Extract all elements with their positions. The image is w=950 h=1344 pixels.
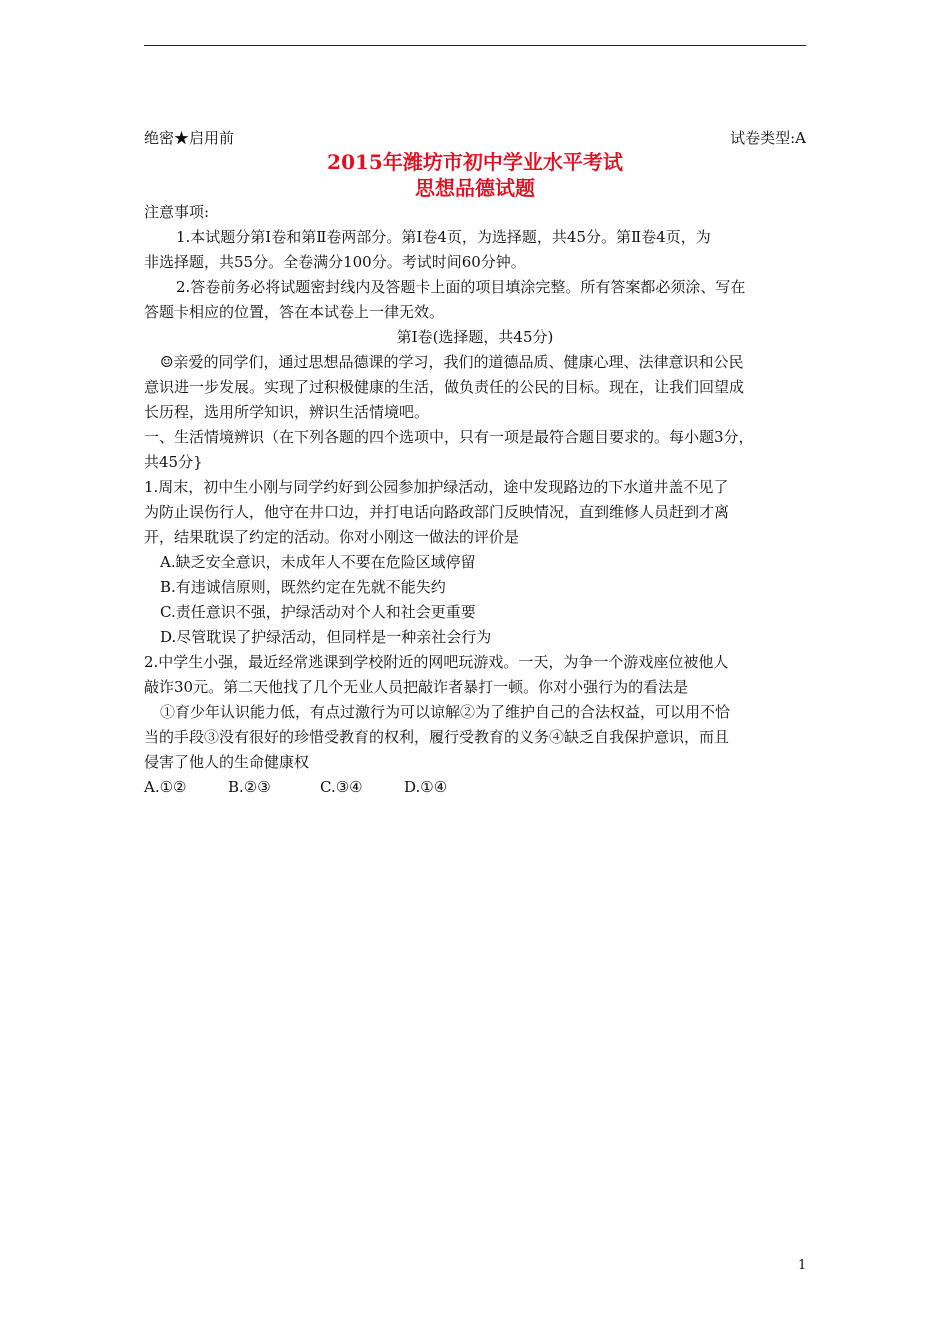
exam-subtitle: 思想品德试题 bbox=[415, 176, 535, 200]
exam-title: 2015年潍坊市初中学业水平考试 bbox=[327, 150, 623, 174]
intro-line2: 意识进一步发展。实现了过积极健康的生活，做负责任的公民的目标。现在，让我们回望成 bbox=[144, 378, 745, 396]
q1-option-b: B.有违诚信原则，既然约定在先就不能失约 bbox=[160, 578, 446, 596]
q2-statements-line3: 侵害了他人的生命健康权 bbox=[144, 753, 310, 771]
q1-stem-line1: 1.周末，初中生小刚与同学约好到公园参加护绿活动，途中发现路边的下水道井盖不见了 bbox=[144, 478, 729, 496]
section1-heading: 第Ⅰ卷(选择题，共45分) bbox=[396, 328, 554, 346]
intro-line3: 长历程，选用所学知识，辨识生活情境吧。 bbox=[144, 403, 430, 421]
secret-label: 绝密★启用前 bbox=[144, 129, 235, 147]
q1-stem-line3: 开，结果耽误了约定的活动。你对小刚这一做法的评价是 bbox=[144, 528, 520, 546]
part-heading-line1: 一、生活情境辨识（在下列各题的四个选项中，只有一项是最符合题目要求的。每小题3分， bbox=[144, 428, 754, 446]
notes-item2-line1: 2.答卷前务必将试题密封线内及答题卡上面的项目填涂完整。所有答案都必须涂、写在 bbox=[176, 278, 746, 296]
q2-options bbox=[144, 777, 447, 797]
page-number: 1 bbox=[798, 1258, 807, 1273]
q2-stem-line1: 2.中学生小强，最近经常逃课到学校附近的网吧玩游戏。一天，为争一个游戏座位被他人 bbox=[144, 653, 729, 671]
intro-line1: ☺亲爱的同学们，通过思想品德课的学习，我们的道德品质、健康心理、法律意识和公民 bbox=[160, 353, 744, 371]
notes-heading: 注意事项: bbox=[144, 203, 210, 221]
q2-statements-line1: ①育少年认识能力低，有点过激行为可以谅解②为了维护自己的合法权益，可以用不恰 bbox=[160, 703, 731, 721]
notes-item1-line1: 1.本试题分第Ⅰ卷和第Ⅱ卷两部分。第Ⅰ卷4页，为选择题，共45分。第Ⅱ卷4页，为 bbox=[176, 228, 711, 246]
q2-option-b: B.②③ bbox=[228, 778, 271, 796]
q1-stem-line2: 为防止误伤行人，他守在井口边，并打电话向路政部门反映情况，直到维修人员赶到才离 bbox=[144, 503, 730, 521]
paper-type: 试卷类型:A bbox=[730, 129, 806, 147]
notes-item2-line2: 答题卡相应的位置，答在本试卷上一律无效。 bbox=[144, 303, 445, 321]
header-rule bbox=[144, 45, 806, 46]
q2-statements-line2: 当的手段③没有很好的珍惜受教育的权利，履行受教育的义务④缺乏自我保护意识，而且 bbox=[144, 728, 730, 746]
q1-option-c: C.责任意识不强，护绿活动对个人和社会更重要 bbox=[160, 603, 476, 621]
q1-option-a: A.缺乏安全意识，未成年人不要在危险区域停留 bbox=[160, 553, 476, 571]
q2-option-c: C.③④ bbox=[320, 778, 363, 796]
q2-stem-line2: 敲诈30元。第二天他找了几个无业人员把敲诈者暴打一顿。你对小强行为的看法是 bbox=[144, 678, 689, 696]
part-heading-line2: 共45分} bbox=[144, 453, 203, 471]
q2-option-d: D.①④ bbox=[404, 778, 448, 796]
q1-option-d: D.尽管耽误了护绿活动，但同样是一种亲社会行为 bbox=[160, 628, 492, 646]
notes-item1-line2: 非选择题，共55分。全卷满分100分。考试时间60分钟。 bbox=[144, 253, 526, 271]
q2-option-a: A.①② bbox=[144, 778, 187, 796]
